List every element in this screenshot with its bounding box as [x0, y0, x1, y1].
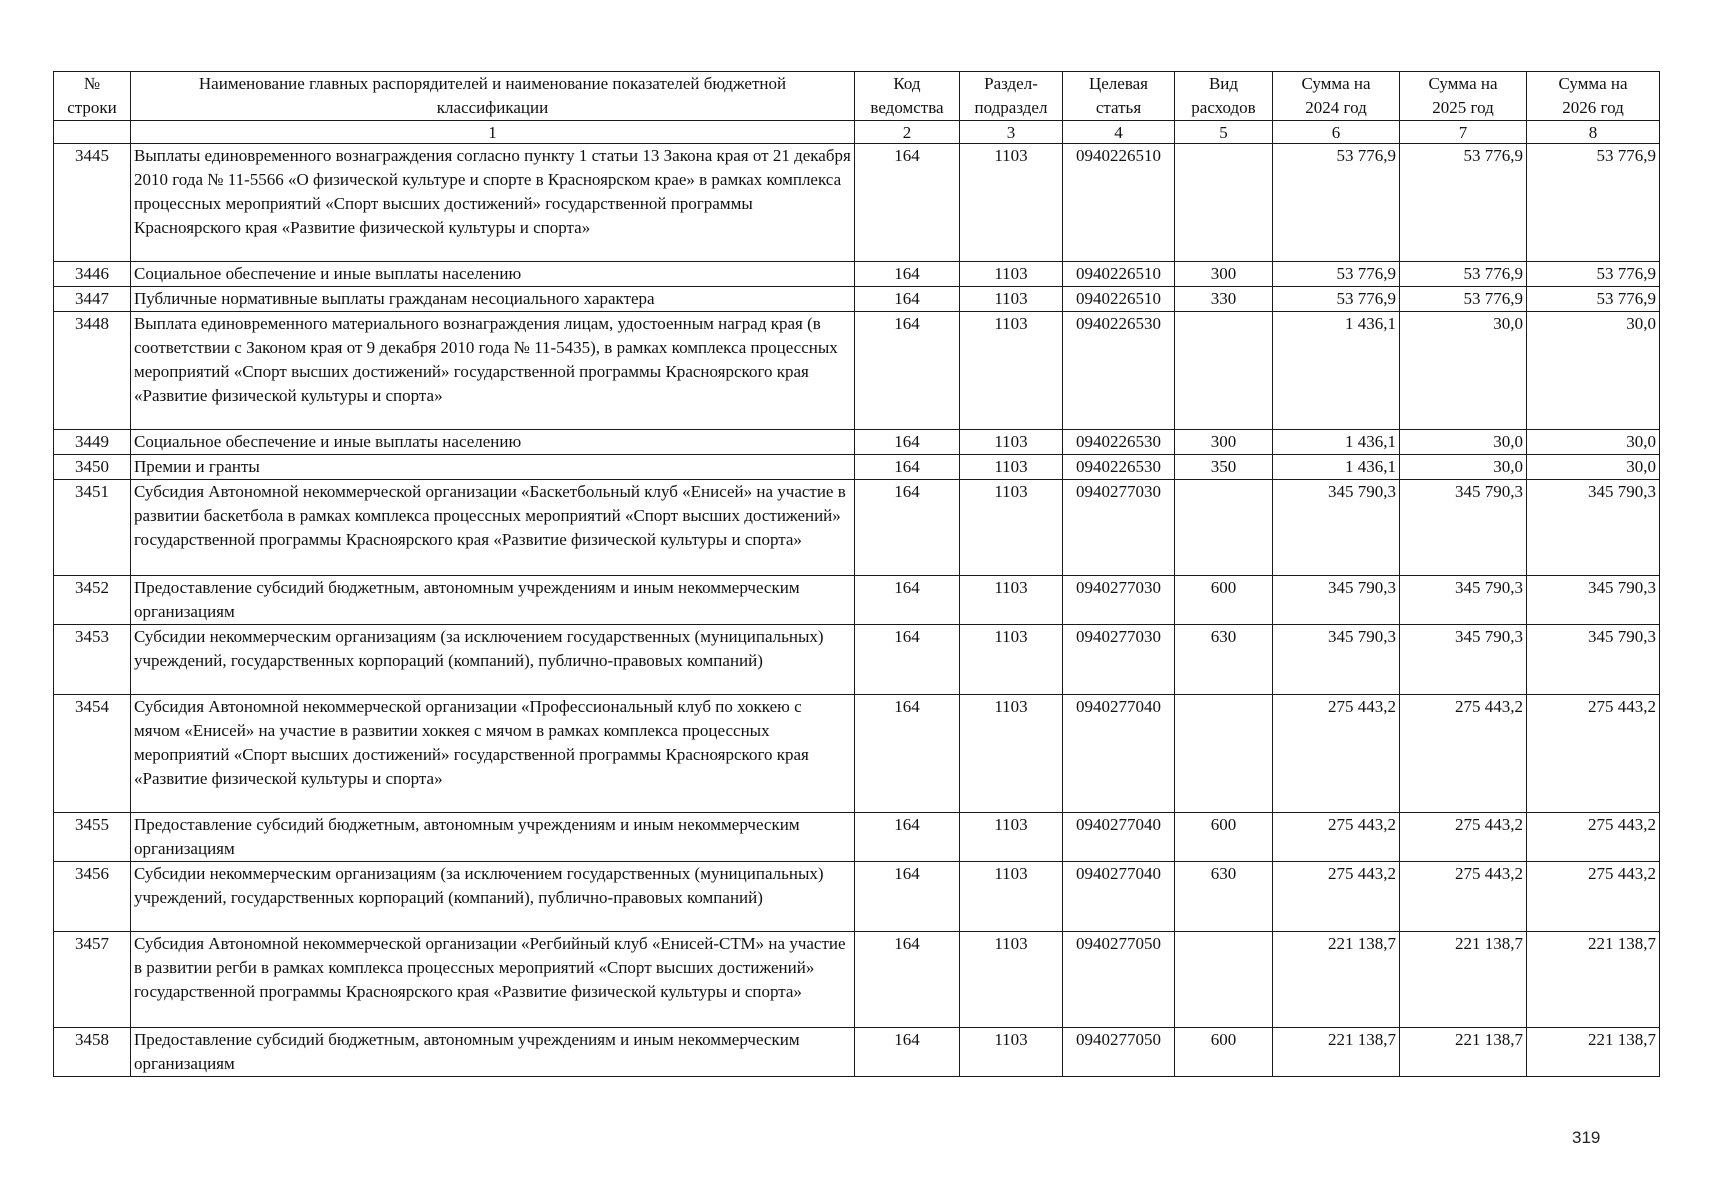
cell-name: Предоставление субсидий бюджетным, автономным учреждениям и иным некоммерческим организациям — [131, 576, 855, 625]
cell-sum-2024: 1 436,1 — [1273, 312, 1400, 430]
cell-target-article: 0940277050 — [1063, 932, 1175, 1028]
table-row — [54, 625, 1660, 695]
cell-name: Субсидия Автономной некоммерческой организации «Профессиональный клуб по хоккею с мячом «Енисей» на участие в развитии хоккея с мячом в рамках комплекса процессных мероприятий «Спорт высших достижений» государственной программы Красноярского края «Развитие физической культуры и спорта» — [131, 695, 855, 813]
cell-department-code: 164 — [855, 144, 960, 262]
cell-target-article: 0940277030 — [1063, 576, 1175, 625]
cell-sum-2026: 30,0 — [1527, 455, 1660, 480]
header-expense-type: Вид расходов — [1175, 72, 1273, 121]
cell-department-code: 164 — [855, 813, 960, 862]
column-number-row — [54, 121, 1660, 144]
cell-section: 1103 — [960, 287, 1063, 312]
cell-section: 1103 — [960, 862, 1063, 932]
cell-row-number: 3453 — [54, 625, 131, 695]
cell-sum-2025: 345 790,3 — [1400, 480, 1527, 576]
cell-sum-2024: 1 436,1 — [1273, 430, 1400, 455]
header-sum-2024: Сумма на 2024 год — [1273, 72, 1400, 121]
cell-sum-2024: 275 443,2 — [1273, 813, 1400, 862]
cell-sum-2025: 30,0 — [1400, 312, 1527, 430]
cell-section: 1103 — [960, 1028, 1063, 1077]
cell-name: Премии и гранты — [131, 455, 855, 480]
cell-row-number: 3451 — [54, 480, 131, 576]
cell-department-code: 164 — [855, 695, 960, 813]
cell-sum-2026: 345 790,3 — [1527, 576, 1660, 625]
cell-sum-2025: 221 138,7 — [1400, 932, 1527, 1028]
cell-section: 1103 — [960, 455, 1063, 480]
cell-name: Субсидии некоммерческим организациям (за исключением государственных (муниципальных) учреждений, государственных корпораций (компаний), публично-правовых компаний) — [131, 862, 855, 932]
header-row-number: № строки — [54, 72, 131, 121]
cell-expense-type: 300 — [1175, 262, 1273, 287]
cell-target-article: 0940277040 — [1063, 813, 1175, 862]
header-section: Раздел- подраздел — [960, 72, 1063, 121]
cell-sum-2024: 53 776,9 — [1273, 287, 1400, 312]
cell-row-number: 3447 — [54, 287, 131, 312]
cell-name: Субсидия Автономной некоммерческой организации «Баскетбольный клуб «Енисей» на участие в развитии баскетбола в рамках комплекса процессных мероприятий «Спорт высших достижений» государственной программы Красноярского края «Развитие физической культуры и спорта» — [131, 480, 855, 576]
cell-sum-2024: 275 443,2 — [1273, 695, 1400, 813]
cell-section: 1103 — [960, 312, 1063, 430]
cell-sum-2024: 275 443,2 — [1273, 862, 1400, 932]
cell-expense-type: 300 — [1175, 430, 1273, 455]
cell-expense-type: 630 — [1175, 625, 1273, 695]
cell-sum-2024: 53 776,9 — [1273, 144, 1400, 262]
cell-name: Выплаты единовременного вознаграждения согласно пункту 1 статьи 13 Закона края от 21 декабря 2010 года № 11-5566 «О физической культуре и спорте в Красноярском крае» в рамках комплекса процессных мероприятий «Спорт высших достижений» государственной программы Красноярского края «Развитие физической культуры и спорта» — [131, 144, 855, 262]
cell-expense-type: 600 — [1175, 576, 1273, 625]
cell-target-article: 0940226510 — [1063, 287, 1175, 312]
cell-sum-2025: 275 443,2 — [1400, 695, 1527, 813]
cell-name: Социальное обеспечение и иные выплаты населению — [131, 262, 855, 287]
cell-row-number: 3449 — [54, 430, 131, 455]
cell-section: 1103 — [960, 625, 1063, 695]
cell-name: Субсидии некоммерческим организациям (за исключением государственных (муниципальных) учреждений, государственных корпораций (компаний), публично-правовых компаний) — [131, 625, 855, 695]
cell-section: 1103 — [960, 576, 1063, 625]
cell-expense-type — [1175, 932, 1273, 1028]
table-row — [54, 576, 1660, 625]
cell-row-number: 3452 — [54, 576, 131, 625]
cell-expense-type: 600 — [1175, 1028, 1273, 1077]
cell-target-article: 0940226530 — [1063, 430, 1175, 455]
budget-table — [53, 71, 1660, 1077]
cell-expense-type: 630 — [1175, 862, 1273, 932]
table-row — [54, 1028, 1660, 1077]
cell-section: 1103 — [960, 932, 1063, 1028]
table-row — [54, 430, 1660, 455]
cell-expense-type: 600 — [1175, 813, 1273, 862]
cell-sum-2024: 345 790,3 — [1273, 625, 1400, 695]
header-sum-2025: Сумма на 2025 год — [1400, 72, 1527, 121]
table-row — [54, 813, 1660, 862]
cell-sum-2026: 275 443,2 — [1527, 695, 1660, 813]
cell-sum-2026: 275 443,2 — [1527, 862, 1660, 932]
cell-department-code: 164 — [855, 625, 960, 695]
cell-department-code: 164 — [855, 576, 960, 625]
cell-name: Субсидия Автономной некоммерческой организации «Регбийный клуб «Енисей-СТМ» на участие в развитии регби в рамках комплекса процессных мероприятий «Спорт высших достижений» государственной программы Красноярского края «Развитие физической культуры и спорта» — [131, 932, 855, 1028]
column-number: 3 — [960, 121, 1063, 144]
cell-target-article: 0940226530 — [1063, 455, 1175, 480]
cell-sum-2026: 53 776,9 — [1527, 287, 1660, 312]
cell-row-number: 3450 — [54, 455, 131, 480]
cell-sum-2026: 30,0 — [1527, 312, 1660, 430]
cell-sum-2024: 1 436,1 — [1273, 455, 1400, 480]
cell-name: Социальное обеспечение и иные выплаты населению — [131, 430, 855, 455]
cell-department-code: 164 — [855, 862, 960, 932]
cell-sum-2025: 275 443,2 — [1400, 862, 1527, 932]
cell-target-article: 0940226530 — [1063, 312, 1175, 430]
cell-sum-2024: 53 776,9 — [1273, 262, 1400, 287]
column-number: 8 — [1527, 121, 1660, 144]
cell-sum-2024: 345 790,3 — [1273, 480, 1400, 576]
table-row — [54, 455, 1660, 480]
column-number — [54, 121, 131, 144]
cell-target-article: 0940226510 — [1063, 262, 1175, 287]
cell-sum-2025: 275 443,2 — [1400, 813, 1527, 862]
cell-row-number: 3446 — [54, 262, 131, 287]
cell-target-article: 0940277030 — [1063, 625, 1175, 695]
cell-expense-type: 350 — [1175, 455, 1273, 480]
column-number: 6 — [1273, 121, 1400, 144]
cell-name: Выплата единовременного материального вознаграждения лицам, удостоенным наград края (в соответствии с Законом края от 9 декабря 2010 года № 11-5435), в рамках комплекса процессных мероприятий «Спорт высших достижений» государственной программы Красноярского края «Развитие физической культуры и спорта» — [131, 312, 855, 430]
column-number: 7 — [1400, 121, 1527, 144]
cell-name: Предоставление субсидий бюджетным, автономным учреждениям и иным некоммерческим организациям — [131, 1028, 855, 1077]
cell-sum-2025: 345 790,3 — [1400, 625, 1527, 695]
header-sum-2026: Сумма на 2026 год — [1527, 72, 1660, 121]
cell-expense-type — [1175, 695, 1273, 813]
cell-name: Предоставление субсидий бюджетным, автономным учреждениям и иным некоммерческим организациям — [131, 813, 855, 862]
header-department-code: Код ведомства — [855, 72, 960, 121]
cell-sum-2025: 345 790,3 — [1400, 576, 1527, 625]
cell-name: Публичные нормативные выплаты гражданам несоциального характера — [131, 287, 855, 312]
cell-row-number: 3454 — [54, 695, 131, 813]
header-name: Наименование главных распорядителей и наименование показателей бюджетной классификации — [131, 72, 855, 121]
cell-target-article: 0940277040 — [1063, 862, 1175, 932]
cell-section: 1103 — [960, 262, 1063, 287]
cell-row-number: 3445 — [54, 144, 131, 262]
table-row — [54, 287, 1660, 312]
cell-section: 1103 — [960, 813, 1063, 862]
cell-section: 1103 — [960, 430, 1063, 455]
cell-target-article: 0940226510 — [1063, 144, 1175, 262]
table-row — [54, 862, 1660, 932]
cell-department-code: 164 — [855, 287, 960, 312]
cell-department-code: 164 — [855, 480, 960, 576]
table-row — [54, 480, 1660, 576]
cell-sum-2026: 221 138,7 — [1527, 932, 1660, 1028]
cell-sum-2024: 221 138,7 — [1273, 932, 1400, 1028]
cell-department-code: 164 — [855, 1028, 960, 1077]
cell-sum-2024: 221 138,7 — [1273, 1028, 1400, 1077]
cell-department-code: 164 — [855, 430, 960, 455]
table-body — [54, 144, 1660, 1077]
cell-expense-type — [1175, 312, 1273, 430]
cell-department-code: 164 — [855, 262, 960, 287]
cell-sum-2025: 30,0 — [1400, 455, 1527, 480]
cell-sum-2025: 53 776,9 — [1400, 262, 1527, 287]
cell-row-number: 3457 — [54, 932, 131, 1028]
cell-section: 1103 — [960, 695, 1063, 813]
cell-target-article: 0940277030 — [1063, 480, 1175, 576]
cell-sum-2025: 53 776,9 — [1400, 287, 1527, 312]
column-number: 1 — [131, 121, 855, 144]
cell-row-number: 3455 — [54, 813, 131, 862]
cell-row-number: 3448 — [54, 312, 131, 430]
column-number: 2 — [855, 121, 960, 144]
cell-department-code: 164 — [855, 312, 960, 430]
cell-sum-2025: 221 138,7 — [1400, 1028, 1527, 1077]
cell-sum-2025: 30,0 — [1400, 430, 1527, 455]
cell-row-number: 3458 — [54, 1028, 131, 1077]
cell-row-number: 3456 — [54, 862, 131, 932]
cell-expense-type — [1175, 144, 1273, 262]
cell-sum-2026: 221 138,7 — [1527, 1028, 1660, 1077]
cell-sum-2024: 345 790,3 — [1273, 576, 1400, 625]
cell-sum-2026: 30,0 — [1527, 430, 1660, 455]
cell-target-article: 0940277040 — [1063, 695, 1175, 813]
cell-sum-2026: 345 790,3 — [1527, 625, 1660, 695]
cell-expense-type: 330 — [1175, 287, 1273, 312]
page-number: 319 — [1572, 1128, 1601, 1147]
cell-section: 1103 — [960, 144, 1063, 262]
cell-department-code: 164 — [855, 932, 960, 1028]
column-number: 4 — [1063, 121, 1175, 144]
cell-section: 1103 — [960, 480, 1063, 576]
cell-sum-2025: 53 776,9 — [1400, 144, 1527, 262]
cell-expense-type — [1175, 480, 1273, 576]
cell-target-article: 0940277050 — [1063, 1028, 1175, 1077]
table-row — [54, 144, 1660, 262]
cell-sum-2026: 53 776,9 — [1527, 144, 1660, 262]
cell-sum-2026: 53 776,9 — [1527, 262, 1660, 287]
cell-department-code: 164 — [855, 455, 960, 480]
cell-sum-2026: 275 443,2 — [1527, 813, 1660, 862]
table-row — [54, 932, 1660, 1028]
column-number: 5 — [1175, 121, 1273, 144]
table-row — [54, 695, 1660, 813]
header-row — [54, 72, 1660, 121]
cell-sum-2026: 345 790,3 — [1527, 480, 1660, 576]
table-row — [54, 312, 1660, 430]
header-target-article: Целевая статья — [1063, 72, 1175, 121]
table-row — [54, 262, 1660, 287]
